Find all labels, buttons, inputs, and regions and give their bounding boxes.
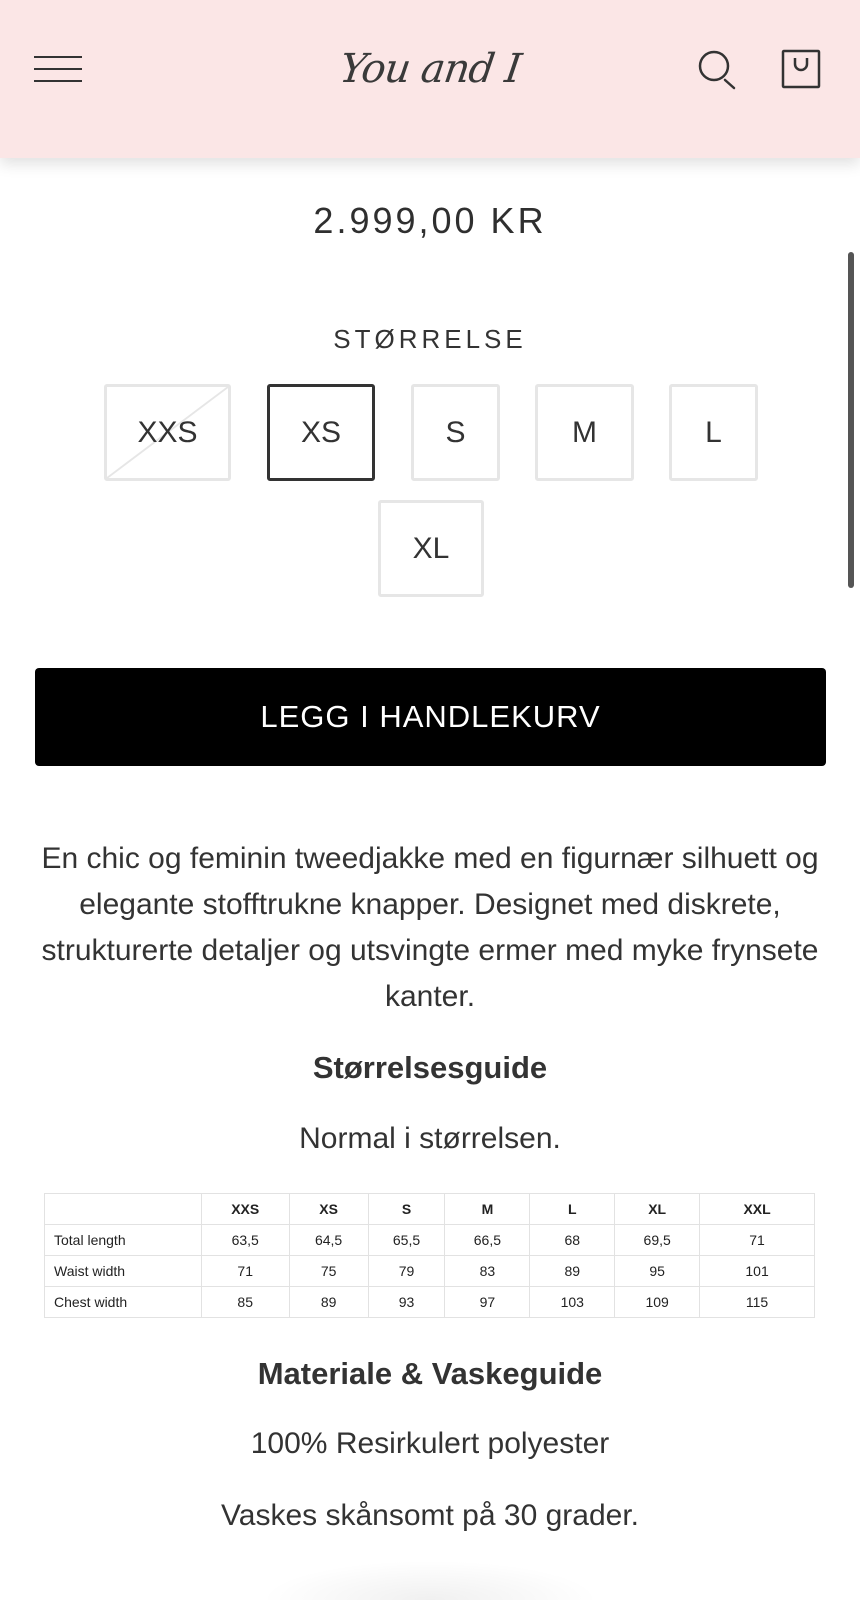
table-header-cell: S [368,1194,445,1225]
table-row [45,1225,815,1256]
material-text: 100% Resirkulert polyester [250,1427,610,1460]
size-option-m[interactable] [535,384,634,481]
shopping-bag-icon[interactable] [780,46,824,92]
size-selector-label: STØRRELSE [333,324,527,354]
size-option-label: L [705,415,722,449]
product-price: 2.999,00 KR [313,200,547,241]
table-cell: 69,5 [615,1225,700,1256]
table-cell: 63,5 [201,1225,289,1256]
hamburger-menu-icon[interactable] [34,52,84,86]
brand-logo[interactable]: You and I [336,46,524,92]
table-cell: 68 [530,1225,615,1256]
table-cell: 65,5 [368,1225,445,1256]
size-option-label: XXS [137,415,198,449]
table-cell: 109 [615,1287,700,1318]
table-header-cell: XS [289,1194,368,1225]
table-cell: 103 [530,1287,615,1318]
table-header-cell [45,1194,202,1225]
table-row-label: Waist width [45,1256,202,1287]
size-option-label: S [445,415,466,449]
table-cell: 115 [700,1287,815,1318]
size-option-label: M [572,415,597,449]
material-care-heading: Materiale & Vaskeguide [257,1356,603,1391]
search-icon[interactable] [696,48,740,92]
table-header-row [45,1194,815,1225]
table-cell: 93 [368,1287,445,1318]
table-cell: 83 [445,1256,530,1287]
washing-instructions: Vaskes skånsomt på 30 grader. [220,1499,639,1532]
size-option-xxs[interactable] [104,384,231,481]
table-row [45,1287,815,1318]
table-cell: 66,5 [445,1225,530,1256]
table-cell: 89 [289,1287,368,1318]
table-cell: 71 [700,1225,815,1256]
size-guide-heading: Størrelsesguide [312,1050,548,1085]
table-row-label: Total length [45,1225,202,1256]
size-chart-table [44,1193,815,1318]
add-to-cart-button[interactable]: LEGG I HANDLEKURV [35,668,826,766]
table-cell: 85 [201,1287,289,1318]
table-cell: 75 [289,1256,368,1287]
size-option-label: XS [300,415,342,449]
table-cell: 89 [530,1256,615,1287]
table-cell: 97 [445,1287,530,1318]
table-cell: 79 [368,1256,445,1287]
table-header-cell: XL [615,1194,700,1225]
size-option-xs[interactable] [267,384,375,481]
size-option-l[interactable] [669,384,758,481]
table-cell: 71 [201,1256,289,1287]
size-option-label: XL [412,531,450,565]
table-row-label: Chest width [45,1287,202,1318]
table-cell: 64,5 [289,1225,368,1256]
bottom-fade-shadow [260,1560,600,1600]
table-row [45,1256,815,1287]
size-option-s[interactable] [411,384,500,481]
table-header-cell: L [530,1194,615,1225]
size-fit-note: Normal i størrelsen. [299,1122,561,1155]
table-header-cell: M [445,1194,530,1225]
table-cell: 101 [700,1256,815,1287]
table-header-cell: XXL [700,1194,815,1225]
product-description: En chic og feminin tweedjakke med en figurnær silhuett og elegante stofftrukne knapper. Designet med diskrete, strukturerte detaljer og utsvingte ermer med myke frynsete kanter. [41,842,819,1013]
table-header-cell: XXS [201,1194,289,1225]
page-scrollbar[interactable] [848,252,854,588]
site-header [0,0,860,158]
table-cell: 95 [615,1256,700,1287]
size-option-xl[interactable] [378,500,484,597]
